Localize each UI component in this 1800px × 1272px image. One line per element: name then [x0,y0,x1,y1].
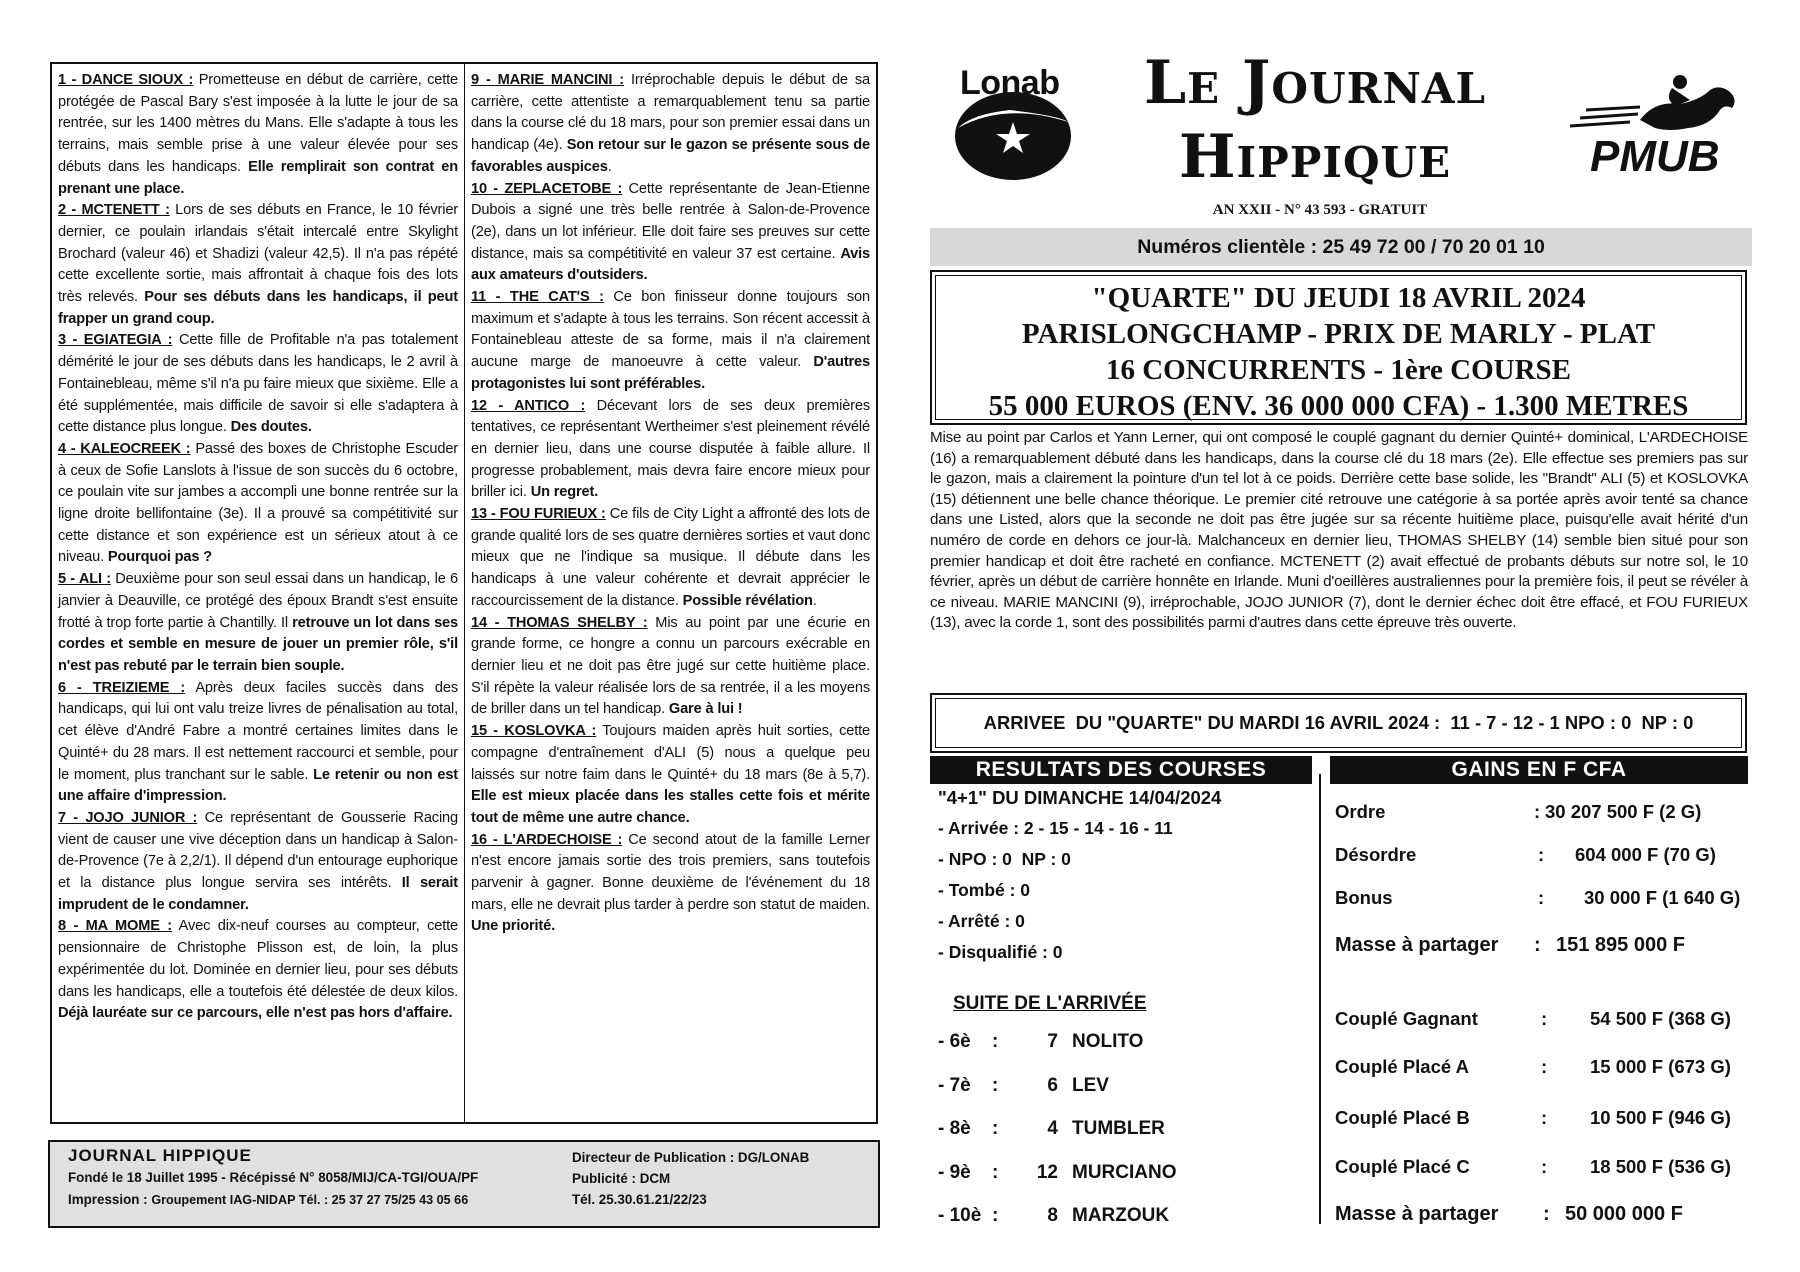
entry-text: Cette fille de Profitable n'a pas totalement démérité le jour de ses débuts dans les handicaps, le 2 avril à Fontainebleau, même s'il n'a pu faire mieux que sixième. Elle a été supplémentée, mais difficile de savoir si elle s'adaptera à cette distance plus longue. [58,332,458,436]
gain-value-bonus: 30 000 F (1 640 G) [1584,887,1741,908]
entry-paragraph [471,396,870,505]
race-analysis: Mise au point par Carlos et Yann Lerner, qui ont composé le couplé gagnant du dernier Quinté+ dominical, L'ARDECHOISE (16) a remarquablement débuté dans les handicaps, dans la course clé du 18 mars (2e). Elle effectue ses premiers pas sur le gazon, mais a clairement la pointure d'un tel lot à ce poids. Derrière cette base solide, les "Brandt" ALI (5) et KOSLOVKA (15) détiennent une belle chance théorique. Le premier cité retrouve une catégorie à sa portée après avoir tenté sa chance dans une Listed, alors que la seconde ne doit pas être jugée sur sa récente huitième place, puisqu'elle avait hérité d'un numéro de corde en dehors ce jour-là. Malchanceux en dernier lieu, THOMAS SHELBY (14) semble bien situé pour son premier handicap et doit être racheté en confiance. MCTENETT (2) avait effectué de probants débuts sur notre sol, le 10 février, après un début de carrière honnête en Irlande. Muni d'oeillères australiennes pour la première fois, il peut se révéler à ce niveau. MARIE MANCINI (9), irréprochable, JOJO JUNIOR (7), dont le dernier échec doit être effacé, et FOU FURIEUX (13), avec la corde 1, sont des possibilités parmi d'autres dans cette épreuve très ouverte. [930,429,1748,632]
gain-value-masse-couple: 50 000 000 F [1565,1203,1683,1225]
gain-value-couple-place-b: 10 500 F (946 G) [1590,1107,1731,1128]
footer-publicity: Publicité : DCM [572,1171,671,1186]
footer-title: JOURNAL HIPPIQUE [68,1146,252,1165]
gain-value-ordre: 30 207 500 F (2 G) [1545,801,1702,822]
entry-paragraph [58,330,458,439]
gain-value-masse: 151 895 000 F [1556,934,1685,956]
entry-verdict: Gare à lui ! [668,701,743,718]
entry-horse-name: 2 - MCTENETT : [58,202,170,219]
issue-number: AN XXII - N° 43 593 - GRATUIT [1212,202,1428,218]
entry-horse-name: 16 - L'ARDECHOISE : [471,831,623,848]
entry-verdict: Possible révélation [682,592,813,609]
entry-text: Toujours maiden après huit sorties, cette compagne d'entraînement d'ALI (5) nous a quelque peu laissés sur notre faim dans le Quinté+ du 18 mars (8e à 5,7). [471,723,870,783]
lonab-logo [950,62,1080,182]
entry-horse-name: 13 - FOU FURIEUX : [471,506,606,523]
entry-horse-name: 6 - TREIZIEME : [58,679,186,696]
entry-horse-name: 11 - THE CAT'S : [471,289,604,306]
entry-paragraph [58,200,458,330]
gain-label-couple-gagnant: Couplé Gagnant [1335,1008,1478,1029]
entry-paragraph [58,678,458,808]
race-title-inner [935,275,1742,420]
entry-text: Deuxième pour son seul essai dans un handicap, le 6 janvier à Deauville, ce protégé des époux Brandt s'est ensuite frotté à trop forte partie à Chantilly. Il [58,571,458,631]
results-line: - Arrivée : 2 - 15 - 14 - 16 - 11 [938,818,1173,838]
race-prize: 55 000 EUROS (ENV. 36 000 000 CFA) - 1.300 METRES [988,390,1689,422]
footer-box [48,1140,880,1228]
race-title-box [930,270,1747,425]
results-line: - Tombé : 0 [938,880,1031,900]
gain-label-couple-place-c: Couplé Placé C [1335,1156,1470,1177]
gain-value-couple-place-c: 18 500 F (536 G) [1590,1156,1731,1177]
gains-heading: GAINS EN F CFA [1330,756,1748,784]
entry-verdict: Il serait imprudent de le condamner. [58,875,458,913]
entry-text: Avec dix-neuf courses au compteur, cette pensionnaire de Christophe Plisson est, de loin, la plus expérimentée du lot. Dominée en dernier lieu, pour ses débuts dans les handicaps, elle a toutefois été délestée de deux kilos. [58,918,458,1000]
entry-horse-name: 1 - DANCE SIOUX : [58,72,194,88]
entry-text: Ce second atout de la famille Lerner n'est encore jamais sortie des trois premiers, sans toutefois parvenir à gagner. Bonne deuxième de l'événement du 18 mars, elle ne devrait plus tarder à perdre son statut de maiden. [471,831,870,913]
gain-label-desordre: Désordre [1335,844,1417,865]
entry-horse-name: 10 - ZEPLACETOBE : [471,180,623,197]
entry-verdict: Elle remplirait son contrat en prenant une place. [58,158,458,197]
gain-colon: : [1541,1008,1548,1029]
entry-verdict: Avis aux amateurs d'outsiders. [471,245,870,284]
entry-verdict: Son retour sur le gazon se présente sous de favorables auspices [471,137,870,175]
gain-label-bonus: Bonus [1335,887,1393,908]
gain-colon: : [1543,1203,1550,1225]
footer-phone: Tél. 25.30.61.21/22/23 [572,1192,707,1207]
entry-text: Cette représentante de Jean-Etienne Dubois a signé une très belle rentrée à Salon-de-Provence (2e), dans un lot inférieur. Elle doit faire ses preuves sur cette distance, mais sa compétitivité en valeur 37 est certaine. [471,180,870,262]
gain-colon: : [1541,1107,1548,1128]
gain-label-couple-place-b: Couplé Placé B [1335,1107,1470,1128]
pmub-logo [1560,70,1750,185]
footer-director: Directeur de Publication : DG/LONAB [572,1150,810,1165]
gain-label-masse: Masse à partager [1335,934,1499,956]
entry-text: Passé des boxes de Christophe Escuder à ceux de Sofie Lanslots à l'issue de son succès du 6 octobre, ce poulain vite sur jambes a accompli une bonne rentrée sur la ligne droite bellifontaine (3e). Il a prouvé sa compétitivité sur cette distance et son expérience est un sérieux atout à ce niveau. [58,440,458,566]
gain-colon: : [1541,1156,1548,1177]
pmub-logo-text: PMUB [1590,132,1720,181]
journal-title [1085,48,1545,192]
results-line: - Arrêté : 0 [938,911,1025,931]
gain-value-desordre: 604 000 F (70 G) [1575,844,1716,865]
entry-horse-name: 7 - JOJO JUNIOR : [58,809,198,826]
race-runners: 16 CONCURRENTS - 1ère COURSE [1105,354,1572,386]
entry-paragraph [471,721,870,830]
journal-title-line1: Le Journal [1143,48,1487,118]
footer-printing: Impression : Groupement IAG-NIDAP Tél. : 25 37 27 75/25 43 05 66 [68,1192,469,1207]
results-heading: RESULTATS DES COURSES [930,756,1312,784]
arrivee-result: ARRIVEE DU "QUARTE" DU MARDI 16 AVRIL 2024 : 11 - 7 - 12 - 1 NPO : 0 NP : 0 [935,698,1742,748]
entry-text: Irréprochable depuis le début de sa carrière, cette attentiste a remarquablement tenu sa partie dans la course clé du 18 mars, pour son premier essai dans un handicap (4e). [471,72,870,154]
race-venue: PARISLONGCHAMP - PRIX DE MARLY - PLAT [1021,318,1656,350]
entry-paragraph [58,808,458,917]
entry-paragraph [471,504,870,613]
customer-phone-bar: Numéros clientèle : 25 49 72 00 / 70 20 01 10 [930,228,1752,266]
results-subtitle: "4+1" DU DIMANCHE 14/04/2024 [938,787,1222,808]
gain-colon: : [1538,887,1545,908]
entry-paragraph [471,179,870,288]
entry-horse-name: 9 - MARIE MANCINI : [471,72,625,88]
entry-paragraph [471,287,870,396]
entry-horse-name: 8 - MA MOME : [58,918,172,935]
entry-verdict: Le retenir ou non est une affaire d'impression. [58,766,458,805]
footer-founded: Fondé le 18 Juillet 1995 - Récépissé N° 8058/MIJ/CA-TGI/OUA/PF [68,1170,479,1185]
entry-verdict: Pourquoi pas ? [107,549,213,566]
entries-column-left [52,64,464,1122]
gain-colon: : [1541,1056,1548,1077]
entry-text: Prometteuse en début de carrière, cette protégée de Pascal Bary s'est imposée à la lutte le jour de sa rentrée, sur les 1400 mètres du Mans. Elle s'adapte à tous les terrains, mais semble prise à une valeur élevée pour ses débuts dans les handicaps. [58,72,458,175]
gain-colon: : [1534,934,1541,956]
entry-verdict: Un regret. [530,484,599,501]
entry-horse-name: 4 - KALEOCREEK : [58,440,191,457]
entry-horse-name: 5 - ALI : [58,571,111,588]
entry-paragraph [471,613,870,722]
entry-paragraph [58,569,458,678]
journal-title-line2: Hippique [1178,122,1452,192]
entry-verdict: Une priorité. [471,918,556,935]
entry-text: Ce représentant de Gousserie Racing vient de causer une vive déception dans un handicap à Salon-de-Provence (7e à 2,2/1). Il dépend d'un entourage euphorique et la distance plus longue servira ses intérêts. [58,809,458,892]
entry-horse-name: 3 - EGIATEGIA : [58,332,173,349]
entry-paragraph [58,439,458,569]
entry-text: . [812,592,817,609]
entry-text: Après deux faciles succès dans des handicaps, qui lui ont valu treize livres de pénalisation au total, cet élève d'André Fabre a montré certaines limites dans le Quinté+ du 28 mars. Il est nettement raccourci et semble, pour le moment, plus tranchant sur le sable. [58,679,458,783]
gain-label-masse-couple: Masse à partager [1335,1203,1499,1225]
results-divider [1319,774,1321,1224]
entry-text: . [607,158,612,175]
gain-value-couple-place-a: 15 000 F (673 G) [1590,1056,1731,1077]
entry-verdict: Des doutes. [230,419,312,436]
gain-label-ordre: Ordre [1335,801,1386,822]
suite-title: SUITE DE L'ARRIVÉE [953,993,1147,1014]
results-line: - Disqualifié : 0 [938,942,1063,962]
entry-verdict: Déjà lauréate sur ce parcours, elle n'est pas hors d'affaire. [58,1005,453,1022]
entry-horse-name: 15 - KOSLOVKA : [471,723,597,740]
entry-verdict: Elle est mieux placée dans les stalles cette fois et mérite tout de même une autre chance. [471,788,870,826]
entry-text: Ce bon finisseur donne toujours son maximum et s'adapte à tous les terrains. Son récent accessit à Fontainebleau atteste de sa forme, mais il n'a clairement aucune marge de manoeuvre à cette valeur. [471,289,870,371]
entry-verdict: retrouve un lot dans ses cordes et semble en mesure de jouer un premier rôle, s'il n'est pas rebuté par le terrain bien souple. [58,614,458,674]
lonab-logo-text: Lonab [960,64,1060,102]
entries-column-right [464,64,876,1122]
race-date: "QUARTE" DU JEUDI 18 AVRIL 2024 [1091,282,1586,314]
entry-horse-name: 14 - THOMAS SHELBY : [471,614,648,631]
entry-paragraph [58,70,458,200]
entry-paragraph [471,70,870,179]
entry-paragraph [58,916,458,1025]
arrivee-box [930,693,1747,753]
entry-text: Ce fils de City Light a affronté des lots de grande qualité lors de ses quatre dernières sorties et vaut donc mieux que ne l'indique sa musique. Il débute dans les handicaps à une valeur cohérente et devrait apprécier le raccourcissement de la distance. [471,506,870,609]
entry-verdict: Pour ses débuts dans les handicaps, il peut frapper un grand coup. [58,289,459,327]
entry-paragraph [471,830,870,939]
entry-text: Lors de ses débuts en France, le 10 février dernier, ce poulain irlandais s'était intercalé entre Skylight Brochard (valeur 46) et Shadizi (valeur 42,5). Il n'a pas répété cette excellente sortie, mais affrontait à chaque fois des lots très relevés. [58,202,458,306]
entry-text: Décevant lors de ses deux premières tentatives, ce représentant Wertheimer s'est pleinement révélé en dernier lieu, dans une course disputée à faible allure. Il progresse probablement, mais devra faire encore mieux pour briller ici. [471,397,870,501]
entries-box [50,62,878,1124]
gain-colon: : [1538,844,1545,865]
entry-horse-name: 12 - ANTICO : [471,397,586,414]
gain-colon: : [1534,801,1541,822]
entry-text: Mis au point par une écurie en grande forme, ce hongre a connu un parcours exécrable en dernier lieu et ne doit pas être jugé sur cette huitième place. S'il répète la valeur réalisée lors de sa rentrée, il a les moyens de briller dans un tel handicap. [471,614,871,718]
results-line: - NPO : 0 NP : 0 [938,849,1071,869]
gain-value-couple-gagnant: 54 500 F (368 G) [1590,1008,1731,1029]
entry-verdict: D'autres protagonistes lui sont préférables. [471,354,870,392]
gain-label-couple-place-a: Couplé Placé A [1335,1056,1469,1077]
